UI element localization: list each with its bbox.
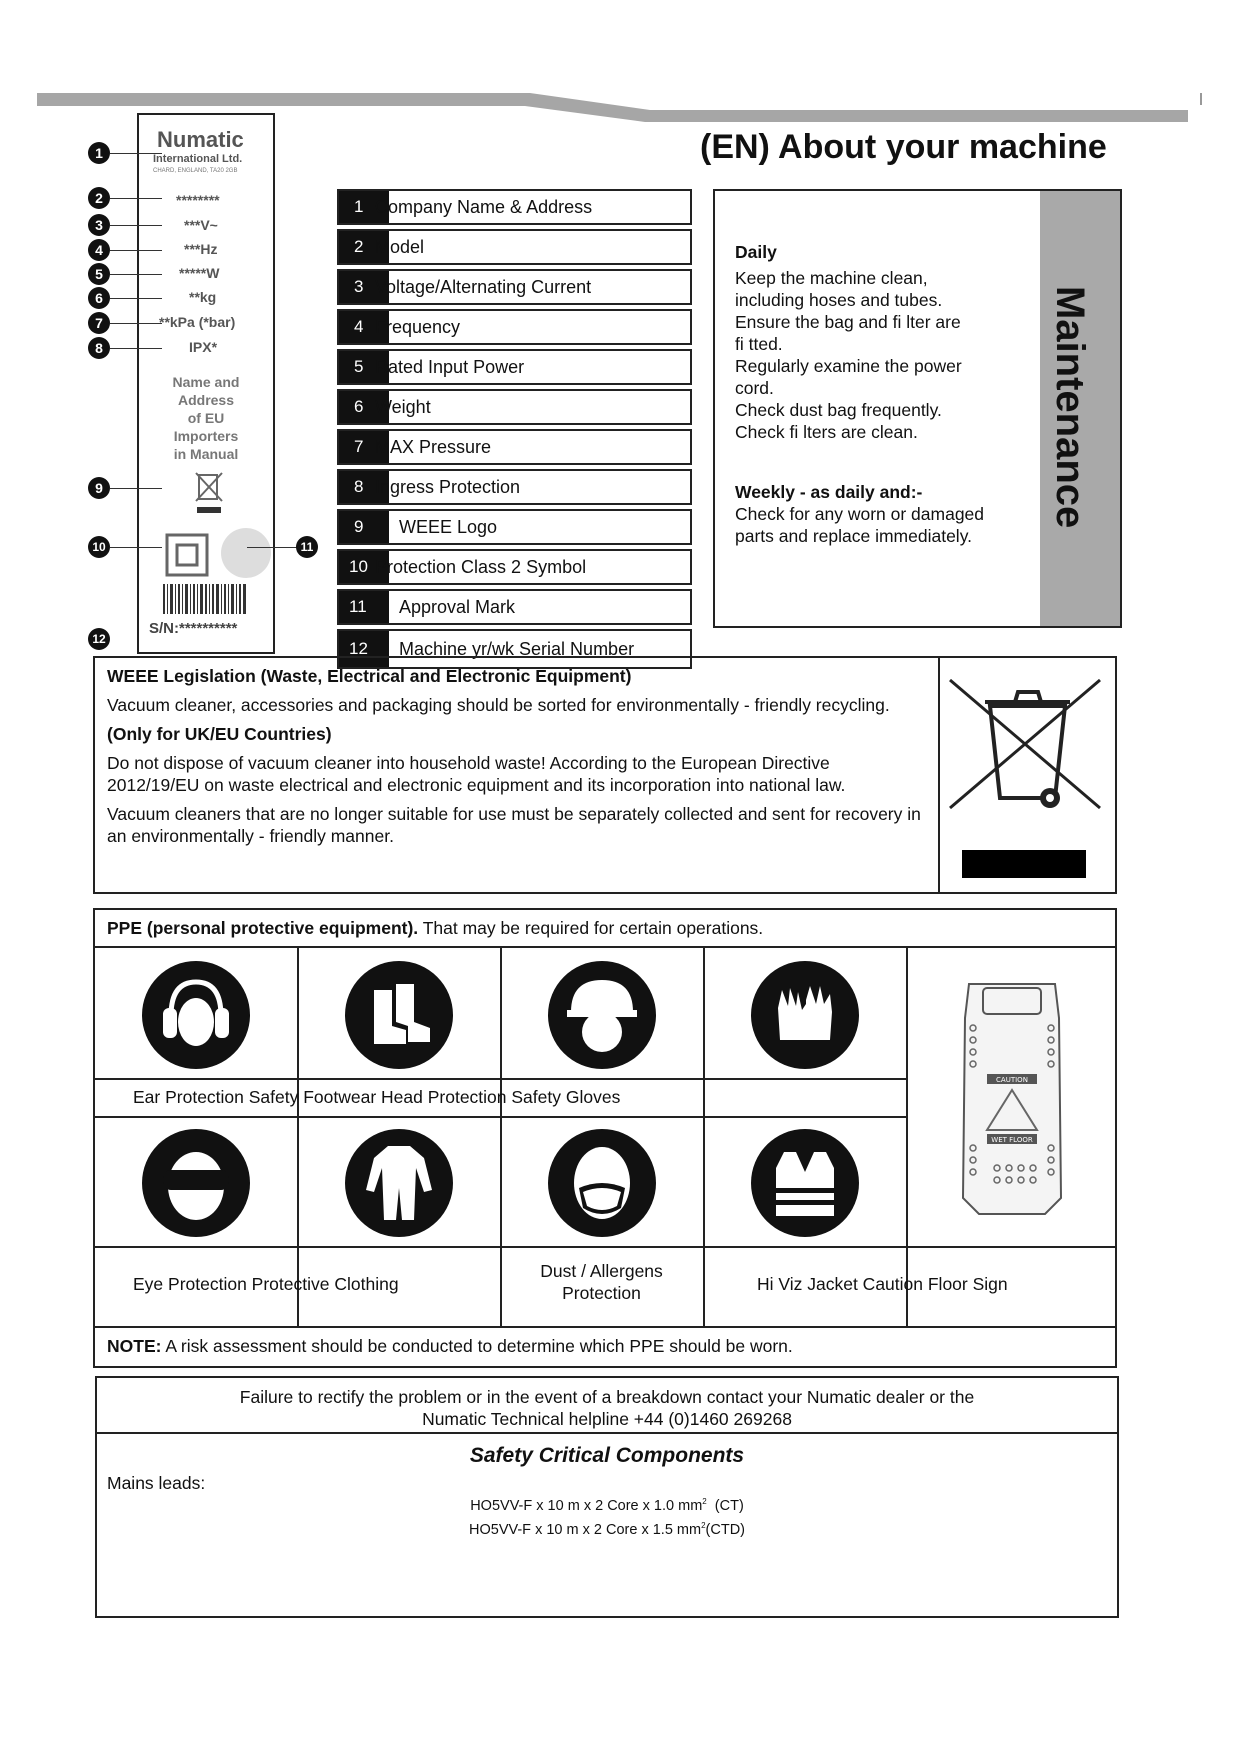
rating-label-importers: Name and Address of EU Importers in Manual bbox=[172, 374, 240, 462]
page-title: (EN) About your machine bbox=[700, 128, 1107, 166]
callout-7: 7 bbox=[88, 312, 110, 334]
rating-label-brand: Numatic bbox=[157, 127, 244, 152]
legend-text: Weight bbox=[375, 397, 431, 417]
legend-number: 1 bbox=[339, 191, 389, 223]
legend-text: Rated Input Power bbox=[375, 357, 525, 377]
leader-line bbox=[110, 323, 162, 324]
legend-row bbox=[337, 429, 692, 465]
ppe-grid bbox=[95, 946, 1115, 1326]
ppe-row1-labels: Ear Protection Safety Footwear Head Protection Safety Gloves bbox=[133, 1087, 621, 1107]
weee-para: Do not dispose of vacuum cleaner into household waste! According to the European Directive 2012/19/EU on waste electrical and electronic equipment and its incorporation into national law. bbox=[107, 753, 846, 795]
rating-value-ipx: IPX* bbox=[189, 339, 218, 355]
leader-line bbox=[110, 250, 162, 251]
grid-line bbox=[906, 948, 908, 1326]
callout-4: 4 bbox=[88, 239, 110, 261]
ppe-heading-bold: PPE (personal protective equipment). bbox=[107, 918, 419, 938]
maintenance-panel bbox=[713, 189, 1122, 628]
grid-line bbox=[95, 1246, 1115, 1248]
mains-leads-list bbox=[97, 1492, 1117, 1540]
leader-line bbox=[110, 225, 162, 226]
leader-line bbox=[110, 274, 162, 275]
daily-line: Regularly examine the power bbox=[735, 356, 962, 376]
rating-value-weight: **kg bbox=[189, 289, 217, 305]
legend-number: 9 bbox=[339, 511, 389, 543]
legend-text: Company Name & Address bbox=[375, 197, 593, 217]
legend-row bbox=[337, 509, 692, 545]
leader-line bbox=[110, 547, 162, 548]
rating-label bbox=[137, 113, 275, 654]
label-legend bbox=[337, 189, 692, 673]
weee-para: Vacuum cleaner, accessories and packaging should be sorted for environmentally - friendly recycling. bbox=[107, 695, 890, 715]
legend-text: Voltage/Alternating Current bbox=[375, 277, 592, 297]
daily-line: Check fi lters are clean. bbox=[735, 422, 918, 442]
rating-label-address: CHARD, ENGLAND, TA20 2GB bbox=[153, 168, 238, 174]
leader-line bbox=[110, 298, 162, 299]
lead-sq: 2 bbox=[702, 1497, 707, 1506]
legend-row bbox=[337, 309, 692, 345]
leader-line bbox=[247, 547, 299, 548]
callout-9: 9 bbox=[88, 477, 110, 499]
rating-value-frequency: ***Hz bbox=[184, 241, 218, 257]
ppe-note-rest: A risk assessment should be conducted to determine which PPE should be worn. bbox=[161, 1336, 793, 1356]
head-protection-icon bbox=[547, 960, 657, 1070]
callout-11: 11 bbox=[296, 536, 318, 558]
grid-line bbox=[95, 1078, 906, 1080]
callout-10: 10 bbox=[88, 536, 110, 558]
legend-number: 3 bbox=[339, 271, 389, 303]
legend-row bbox=[337, 589, 692, 625]
ppe-heading bbox=[107, 918, 763, 939]
leader-line bbox=[110, 348, 162, 349]
ppe-note-bold: NOTE: bbox=[107, 1336, 162, 1356]
daily-line: Keep the machine clean, bbox=[735, 268, 928, 288]
daily-line: Check dust bag frequently. bbox=[735, 400, 942, 420]
legend-number: 11 bbox=[339, 591, 389, 623]
callout-5: 5 bbox=[88, 263, 110, 285]
components-title: Safety Critical Components bbox=[469, 1444, 745, 1467]
mains-lead bbox=[97, 1516, 1117, 1540]
legend-row bbox=[337, 349, 692, 385]
legend-text: Machine yr/wk Serial Number bbox=[399, 639, 635, 659]
grid-line bbox=[95, 1326, 1115, 1328]
leader-line bbox=[110, 198, 162, 199]
caution-sign-label: CAUTION bbox=[996, 1076, 1028, 1084]
daily-line: fi tted. bbox=[735, 334, 783, 354]
caution-floor-sign-icon bbox=[957, 978, 1067, 1228]
contact-line: Failure to rectify the problem or in the event of a breakdown contact your Numatic dealer or the bbox=[239, 1387, 975, 1407]
ppe-heading-rest: That may be required for certain operations. bbox=[418, 918, 764, 938]
leader-line bbox=[110, 153, 162, 154]
lead-suffix: (CTD) bbox=[705, 1521, 745, 1538]
legend-text: MAX Pressure bbox=[375, 437, 492, 457]
legend-row bbox=[337, 269, 692, 305]
ppe-row2-labels-b: Hi Viz Jacket Caution Floor Sign bbox=[757, 1274, 1008, 1294]
weekly-heading: Weekly - as daily and:- bbox=[735, 482, 923, 502]
lead-sq: 2 bbox=[701, 1520, 706, 1530]
weee-bin-area bbox=[938, 658, 1115, 892]
rating-value-model: ******** bbox=[176, 192, 220, 208]
legend-number: 7 bbox=[339, 431, 389, 463]
mains-lead bbox=[97, 1492, 1117, 1516]
rating-label-serial: S/N:********** bbox=[149, 620, 238, 637]
callout-2: 2 bbox=[88, 187, 110, 209]
rating-label-brand-sub: International Ltd. bbox=[153, 153, 243, 165]
legend-text: Ingress Protection bbox=[375, 477, 521, 497]
ppe-dust-label: Dust / Allergens Protection bbox=[540, 1261, 663, 1303]
rating-value-pressure: **kPa (*bar) bbox=[159, 314, 236, 330]
maintenance-body bbox=[735, 241, 1035, 547]
protective-clothing-icon bbox=[344, 1128, 454, 1238]
weekly-line: Check for any worn or damaged bbox=[735, 504, 985, 524]
weee-text bbox=[107, 665, 927, 854]
weee-para: Vacuum cleaners that are no longer suitable for use must be separately collected and sent for recovery in an environmentally - friendly manner. bbox=[107, 804, 921, 846]
hi-viz-jacket-icon bbox=[750, 1128, 860, 1238]
eye-protection-icon bbox=[141, 1128, 251, 1238]
grid-line bbox=[95, 1116, 906, 1118]
rating-value-voltage: ***V~ bbox=[184, 217, 218, 233]
rating-value-power: *****W bbox=[179, 265, 220, 281]
maintenance-side-tab bbox=[1040, 191, 1120, 626]
callout-8: 8 bbox=[88, 337, 110, 359]
daily-line: including hoses and tubes. bbox=[735, 290, 943, 310]
legend-number: 6 bbox=[339, 391, 389, 423]
legend-text: Model bbox=[375, 237, 425, 257]
legend-text: Protection Class 2 Symbol bbox=[375, 557, 587, 577]
weekly-line: parts and replace immediately. bbox=[735, 526, 973, 546]
legend-text: Approval Mark bbox=[399, 597, 516, 617]
callout-1: 1 bbox=[88, 142, 110, 164]
lead-spec: HO5VV-F x 10 m x 2 Core x 1.5 mm bbox=[469, 1521, 702, 1538]
weee-section bbox=[93, 656, 1117, 894]
legend-number: 8 bbox=[339, 471, 389, 503]
legend-row bbox=[337, 549, 692, 585]
wet-floor-sign-label: WET FLOOR bbox=[991, 1136, 1033, 1144]
legend-row bbox=[337, 389, 692, 425]
ppe-row2-labels-a: Eye Protection Protective Clothing bbox=[133, 1274, 399, 1294]
ppe-section bbox=[93, 908, 1117, 1368]
leader-line bbox=[110, 488, 162, 489]
weee-bin-small-icon bbox=[191, 467, 227, 517]
crossed-bin-icon bbox=[940, 658, 1115, 888]
legend-text: Frequency bbox=[375, 317, 461, 337]
lead-suffix: (CT) bbox=[714, 1497, 744, 1514]
lead-spec: HO5VV-F x 10 m x 2 Core x 1.0 mm bbox=[470, 1497, 703, 1514]
approval-mark-icon bbox=[221, 528, 271, 578]
legend-number: 5 bbox=[339, 351, 389, 383]
safety-gloves-icon bbox=[750, 960, 860, 1070]
legend-row bbox=[337, 469, 692, 505]
ppe-note bbox=[107, 1336, 793, 1357]
safety-footwear-icon bbox=[344, 960, 454, 1070]
callout-3: 3 bbox=[88, 214, 110, 236]
legend-row bbox=[337, 229, 692, 265]
maintenance-side-label: Maintenance bbox=[1048, 286, 1092, 529]
contact-line: Numatic Technical helpline +44 (0)1460 269268 bbox=[422, 1409, 792, 1429]
legend-number: 4 bbox=[339, 311, 389, 343]
weee-heading: WEEE Legislation (Waste, Electrical and Electronic Equipment) bbox=[107, 666, 632, 686]
weee-subheading: (Only for UK/EU Countries) bbox=[107, 724, 332, 744]
legend-number: 2 bbox=[339, 231, 389, 263]
grid-line bbox=[703, 948, 705, 1326]
daily-line: Ensure the bag and fi lter are bbox=[735, 312, 961, 332]
ear-protection-icon bbox=[141, 960, 251, 1070]
barcode-icon bbox=[163, 584, 249, 618]
callout-6: 6 bbox=[88, 287, 110, 309]
daily-heading: Daily bbox=[735, 242, 777, 262]
callout-12: 12 bbox=[88, 628, 110, 650]
class2-symbol-icon bbox=[165, 533, 209, 577]
legend-number: 12 bbox=[339, 631, 389, 667]
daily-line: cord. bbox=[735, 378, 774, 398]
legend-text: WEEE Logo bbox=[399, 517, 498, 537]
legend-number: 10 bbox=[339, 551, 389, 583]
contact-notice bbox=[97, 1378, 1117, 1434]
legend-row bbox=[337, 189, 692, 225]
grid-line bbox=[297, 948, 299, 1326]
mains-label: Mains leads: bbox=[107, 1473, 206, 1493]
dust-allergen-mask-icon bbox=[547, 1128, 657, 1238]
contact-components-section bbox=[95, 1376, 1119, 1618]
